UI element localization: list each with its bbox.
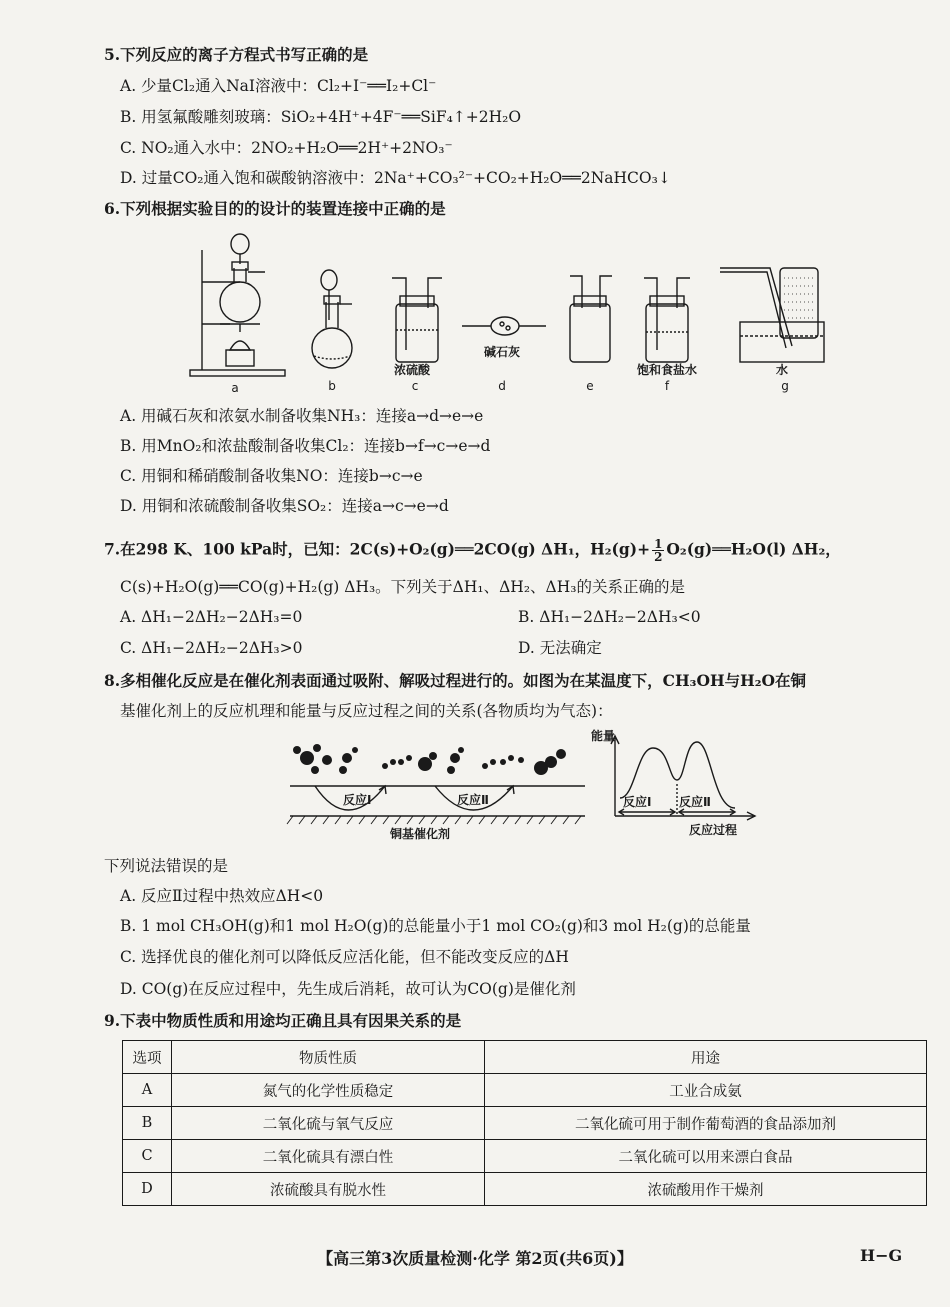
label-e: e — [586, 379, 594, 393]
table-row — [123, 1107, 927, 1140]
q6-option-a: A. 用碱石灰和浓氨水制备收集NH₃：连接a→d→e→e — [120, 407, 484, 425]
label-d: d — [498, 379, 506, 393]
page-footer: 【高三第3次质量检测·化学 第2页(共6页)】 — [317, 1249, 633, 1268]
fig-reaction-1: 反应Ⅰ — [343, 793, 372, 807]
q8-option-a: A. 反应Ⅱ过程中热效应ΔH<0 — [120, 887, 324, 905]
table-header: 用途 — [485, 1041, 927, 1074]
table-cell: 二氧化硫可用于制作葡萄酒的食品添加剂 — [485, 1107, 927, 1140]
q7-option-c: C. ΔH₁−2ΔH₂−2ΔH₃>0 — [120, 639, 303, 657]
q5-stem: 5.下列反应的离子方程式书写正确的是 — [104, 45, 369, 64]
q6-apparatus-figure — [180, 220, 840, 398]
q6-option-d: D. 用铜和浓硫酸制备收集SO₂：连接a→c→e→d — [120, 497, 449, 515]
q7-stem-line2: C(s)+H₂O(g)══CO(g)+H₂(g) ΔH₃。下列关于ΔH₁、ΔH₂、ΔH₃的关系正确的是 — [120, 578, 685, 596]
apparatus-g — [720, 268, 824, 362]
paper-code: H−G — [860, 1246, 903, 1265]
q7-stem-line1 — [104, 538, 841, 563]
q7-stem-part2: O₂(g)══H₂O(l) ΔH₂， — [666, 539, 841, 559]
label-a: a — [231, 381, 239, 395]
table-row — [123, 1173, 927, 1206]
q8-mechanism-figure — [285, 728, 765, 840]
table-cell: A — [123, 1074, 172, 1107]
fig-energy-r1: 反应Ⅰ — [623, 795, 652, 809]
table-cell: 浓硫酸具有脱水性 — [172, 1173, 485, 1206]
q7-stem-part1: 7.在298 K、100 kPa时，已知：2C(s)+O₂(g)══2CO(g) ΔH₁，H₂(g)+ — [104, 539, 651, 559]
fig-energy-axis: 能量 — [591, 729, 616, 743]
q7-option-b: B. ΔH₁−2ΔH₂−2ΔH₃<0 — [518, 608, 701, 626]
q8-option-c: C. 选择优良的催化剂可以降低反应活化能，但不能改变反应的ΔH — [120, 948, 569, 966]
q6-option-c: C. 用铜和稀硝酸制备收集NO：连接b→c→e — [120, 467, 423, 485]
apparatus-b — [312, 270, 352, 368]
q8-option-b: B. 1 mol CH₃OH(g)和1 mol H₂O(g)的总能量小于1 mol CO₂(g)和3 mol H₂(g)的总能量 — [120, 917, 751, 935]
fig-reaction-2: 反应Ⅱ — [457, 793, 489, 807]
q8-stem-line1: 8.多相催化反应是在催化剂表面通过吸附、解吸过程进行的。如图为在某温度下，CH₃OH与H₂O在铜 — [104, 671, 807, 690]
label-f: f — [664, 379, 670, 393]
table-cell: 二氧化硫与氧气反应 — [172, 1107, 485, 1140]
table-header-row — [123, 1041, 927, 1074]
q8-stem-line2: 基催化剂上的反应机理和能量与反应过程之间的关系(各物质均为气态)： — [120, 702, 613, 720]
q6-option-b: B. 用MnO₂和浓盐酸制备收集Cl₂：连接b→f→c→e→d — [120, 437, 491, 455]
q5-option-b: B. 用氢氟酸雕刻玻璃：SiO₂+4H⁺+4F⁻══SiF₄↑+2H₂O — [120, 108, 522, 126]
label-g-reagent: 水 — [775, 363, 789, 377]
fig-energy-r2: 反应Ⅱ — [679, 795, 711, 809]
table-cell: 氮气的化学性质稳定 — [172, 1074, 485, 1107]
label-c: c — [411, 379, 419, 393]
table-cell: 二氧化硫可以用来漂白食品 — [485, 1140, 927, 1173]
q6-stem: 6.下列根据实验目的的设计的装置连接中正确的是 — [104, 199, 446, 218]
apparatus-a — [190, 234, 285, 376]
table-header: 选项 — [123, 1041, 172, 1074]
q5-option-c: C. NO₂通入水中：2NO₂+H₂O══2H⁺+2NO₃⁻ — [120, 139, 453, 157]
label-b: b — [328, 379, 336, 393]
apparatus-d — [462, 317, 546, 335]
label-c-reagent: 浓硫酸 — [393, 363, 431, 377]
q5-option-d: D. 过量CO₂通入饱和碳酸钠溶液中：2Na⁺+CO₃²⁻+CO₂+H₂O══2NaHCO₃↓ — [120, 169, 671, 187]
half-fraction: $\frac{1}{2}$ — [654, 537, 663, 564]
fig-catalyst-label: 铜基催化剂 — [390, 827, 451, 840]
table-cell: D — [123, 1173, 172, 1206]
apparatus-f — [644, 278, 690, 362]
table-header: 物质性质 — [172, 1041, 485, 1074]
label-d-reagent: 碱石灰 — [483, 345, 521, 359]
q8-option-d: D. CO(g)在反应过程中，先生成后消耗，故可认为CO(g)是催化剂 — [120, 980, 576, 998]
table-cell: 二氧化硫具有漂白性 — [172, 1140, 485, 1173]
apparatus-c — [392, 278, 442, 362]
apparatus-e — [570, 276, 612, 362]
table-row — [123, 1074, 927, 1107]
q9-stem: 9.下表中物质性质和用途均正确且具有因果关系的是 — [104, 1011, 462, 1030]
fig-progress-axis: 反应过程 — [689, 823, 738, 837]
q7-option-d: D. 无法确定 — [518, 639, 602, 657]
table-row — [123, 1140, 927, 1173]
table-cell: 浓硫酸用作干燥剂 — [485, 1173, 927, 1206]
q7-option-a: A. ΔH₁−2ΔH₂−2ΔH₃=0 — [120, 608, 303, 626]
q9-table — [122, 1040, 927, 1206]
table-cell: C — [123, 1140, 172, 1173]
label-g: g — [781, 379, 789, 393]
q8-lead: 下列说法错误的是 — [104, 857, 229, 875]
label-f-reagent: 饱和食盐水 — [636, 363, 698, 377]
q5-option-a: A. 少量Cl₂通入NaI溶液中：Cl₂+I⁻══I₂+Cl⁻ — [120, 77, 437, 95]
table-cell: 工业合成氨 — [485, 1074, 927, 1107]
table-cell: B — [123, 1107, 172, 1140]
